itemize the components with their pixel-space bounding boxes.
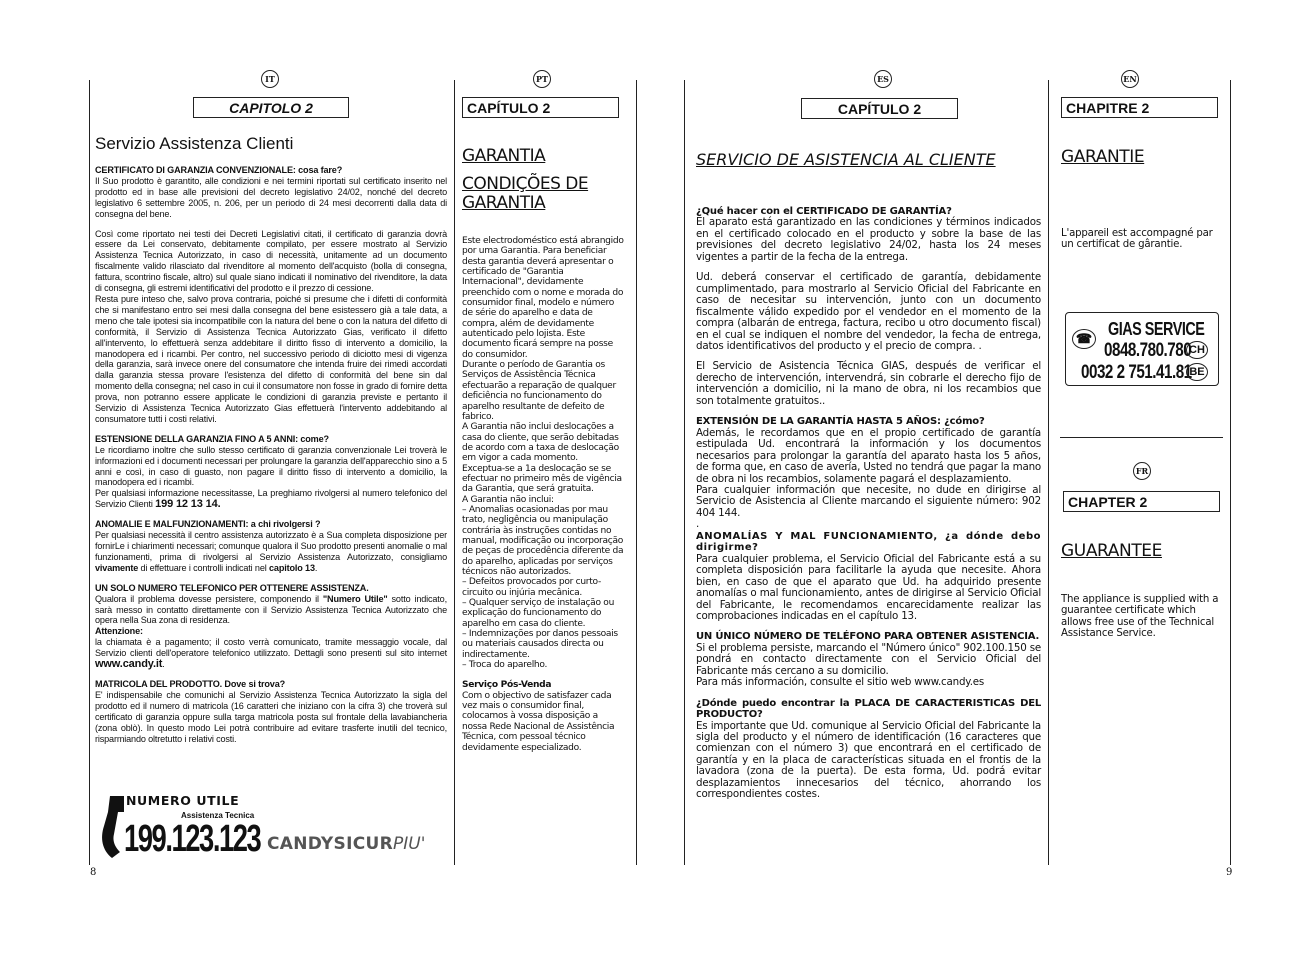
chapter-box-en: CHAPITRE 2 <box>1061 97 1218 118</box>
numero-utile-phone: 199.123.123 <box>124 818 261 860</box>
es-paragraph: Para más información, consulte el sitio web www.candy.es <box>696 676 985 689</box>
it-heading-serial: MATRICOLA DEL PRODOTTO. Dove si trova? <box>95 678 286 689</box>
it-text: sotto indicato, sarà messo in contatto direttamente con il Servizio Assistenza Tecnica Autorizzato che opera nella Sua zona di residenza. <box>95 593 447 626</box>
pt-paragraph: A Garantia não inclui deslocações a casa do cliente, que serão debitadas de acordo com a taxa de deslocação em vigor a cada momento. <box>462 422 619 464</box>
en-body: The appliance is supplied with a guarantee certificate which allows free use of the Technical Assistance Service. <box>1061 594 1219 639</box>
candysicur-brand: CANDYSICUR <box>267 834 393 854</box>
es-paragraph: El Servicio de Asistencia Técnica GIAS, después de verificar el derecho de intervención, intervendrá, sin cobrarle el derecho fijo de intervención a domicilio, ni la mano de obra, ni los recambios que son totalmente gratuitos.. <box>696 360 1041 407</box>
pt-paragraph: Este electrodoméstico está abrangido por uma Garantia. Para beneficiar desta garantia deverá apresentar o certificado de "Garantia Internacional", devidamente preenchido com o nome e morada do consumidor final, modelo e número de série do aparelho e data de compra, além de devidamente autenticado pelo lojista. Este documento ficará sempre na posse do consumidor. <box>462 236 624 360</box>
gias-phone-ch: 0848.780.780 <box>1104 340 1192 361</box>
es-paragraph: Ud. deberá conservar el certificado de garantía, debidamente cumplimentado, para mostrarlo al Servicio Oficial del Fabricante en caso de necesitar su intervención, junto con un documento fiscalmente válido expedido por el vendedor en el momento de la compra (albarán de entrega, factura, recibo u otro documento fiscal) en el cual se indiquen el nombre del vendedor, la fecha de entrega, datos identificativos del producto y el precio de compra. . <box>696 271 1041 352</box>
it-heading-single-number: UN SOLO NUMERO TELEFONICO PER OTTENERE ASSISTENZA. <box>95 582 369 593</box>
it-paragraph: Le ricordiamo inoltre che sullo stesso certificato di garanzia convenzionale Lei troverà le informazioni ed i documenti necessari per prolungare la garanzia dell'apparecchio sino a 5 anni e così, in caso di guasto, non pagare il diritto fisso di intervento a domicilio, la manodopera ed i ricambi. <box>95 444 447 488</box>
it-paragraph: Resta pure inteso che, salvo prova contraria, poiché si presume che i difetti di conformità che si manifestano entro sei mesi dalla consegna del bene esistessero già a tale data, a meno che tale ipotesi sia incompatibile con la natura del bene o con la natura del difetto di conformità, il Servizio di Assistenza Tecnica Autorizzato Gias, verificato il difetto all'intervento, lo effettuerà senza addebitare il diritto fisso di intervento a domicilio, la manodopera ed i ricambi. Per contro, nel successivo periodo di diciotto mesi di vigenza della garanzia, sarà invece onere del consumatore che intenda fruire dei rimedi accordati dalla garanzia stessa provare l'esistenza del difetto di conformità del bene sin dal momento della consegna; nel caso in cui il consumatore non fosse in grado di fornire detta prova, non potranno essere applicate le condizioni di garanzia previste e pertanto il Servizio di Assistenza Tecnica Autorizzato Gias effettuerà l'intervento addebitando al consumatore tutti i costi relativi. <box>95 293 447 424</box>
numero-utile-label: NUMERO UTILE <box>126 793 240 808</box>
it-section-title: Servizio Assistenza Clienti <box>95 134 294 153</box>
es-paragraph: Para cualquier problema, el Servicio Oficial del Fabricante está a su completa disposición para facilitarle la ayuda que necesite. Ahora bien, en caso de que el aparato que Ud. ha adquirido presente anomalías o mal funcionamiento, antes de dirigirse al Servicio Oficial del Fabricante, le recomendamos encarecidamente realizar las comprobaciones indicadas en el capítulo 13. <box>696 552 1041 622</box>
column-rule <box>89 80 90 865</box>
it-text: Qualora il problema dovesse persistere, componendo il <box>95 593 319 604</box>
it-heading-anomalies: ANOMALIE E MALFUNZIONAMENTI: a chi rivolgersi ? <box>95 519 321 530</box>
pt-list-item: – Troca do aparelho. <box>462 660 548 671</box>
pt-body <box>462 236 624 753</box>
language-badge-fr: FR <box>1133 462 1151 480</box>
gias-phone-be: 0032 2 751.41.81 <box>1081 362 1192 383</box>
it-bold-text: vivamente <box>95 562 139 573</box>
pt-paragraph: Durante o período de Garantia os Serviços de Assistência Técnica efectuarão a reparação de qualquer deficiência no funcionamento do aparelho resultante de defeito de fabrico. <box>462 360 616 422</box>
pt-paragraph: Exceptua-se a 1a deslocação se se efectuar no primeiro mês de vigência da Garantia, que será gratuita. <box>462 463 622 495</box>
pt-heading-conditions: CONDIÇÕES DE <box>462 174 589 194</box>
es-heading-certificate: ¿Qué hacer con el CERTIFICADO DE GARANTÍA? <box>696 206 952 217</box>
it-website-link[interactable]: www.candy.it <box>95 658 163 671</box>
telephone-icon: ☎ <box>1072 329 1096 349</box>
es-heading-extension: EXTENSIÓN DE LA GARANTÍA HASTA 5 AÑOS: ¿cómo? <box>696 416 985 428</box>
es-heading-anomalies: ANOMALÍAS Y MAL FUNCIONAMIENTO, ¿a dónde debo dirigirme? <box>696 530 1041 554</box>
section-divider <box>1060 437 1223 438</box>
it-text: Per qualsiasi necessità il centro assistenza autorizzato è a Sua completa disposizione per fornirLe i chiarimenti necessari; comunque qualora il Suo prodotto presenti anomalie o mal funzionamenti, prima di rivolgersi al Servizio Assistenza Autorizzato, consigliamo <box>95 530 447 562</box>
es-paragraph: Si el problema persiste, marcando el "Número único" 902.100.150 se pondrá en contacto directamente con el Servicio Oficial del Fabricante más cercano a su domicilio. <box>696 641 1041 677</box>
it-attention-label: Attenzione: <box>95 626 143 637</box>
it-text: Per qualsiasi informazione necessitasse, La preghiamo rivolgersi al numero telefonico del Servizio Clienti <box>95 488 447 510</box>
country-badge-be: BE <box>1186 363 1208 381</box>
pt-heading-garantia: GARANTIA <box>462 146 546 166</box>
country-badge-ch: CH <box>1186 341 1208 359</box>
it-paragraph <box>95 594 447 627</box>
pt-list-item: – Indemnizações por danos pessoais ou materiais causados directa ou indirectamente. <box>462 629 618 660</box>
assistenza-tecnica-label: Assistenza Tecnica <box>181 811 255 820</box>
column-rule <box>454 80 455 865</box>
candysicur-logo <box>267 834 425 854</box>
es-heading-single-number: UN ÚNICO NÚMERO DE TELÉFONO PARA OBTENER ASISTENCIA. <box>696 631 1040 643</box>
gias-service-title: GIAS SERVICE <box>1108 319 1205 339</box>
pt-list-item: – Defeitos provocados por curto-circuito ou injúria mecânica. <box>462 577 601 598</box>
it-paragraph: E' indispensabile che comunichi al Servizio Assistenza Tecnica Autorizzato la sigla del prodotto ed il numero di matricola (16 caratteri che iniziano con la cifra 3) che troverà sul certificato di garanzia oppure sulla targa matricola posta sul frontale della lavabiancheria (zona oblò). In questo modo Lei potrà contribuire ad evitare trasferte inutili del tecnico, risparmiando oltretutto i relativi costi. <box>95 689 447 744</box>
gias-service-box <box>1065 312 1219 386</box>
fr-heading: GARANTIE <box>1061 147 1145 167</box>
candysicur-suffix: PIU' <box>392 834 426 854</box>
column-rule <box>1048 80 1049 865</box>
en-heading: GUARANTEE <box>1061 541 1162 561</box>
chapter-box-es: CAPÍTULO 2 <box>801 98 958 119</box>
es-paragraph: Además, le recordamos que en el propio certificado de garantía estipulada Ud. encontrará la información y los documentos necesarios para prolongar la garantía del aparato hasta los 5 años, de forma que, en caso de avería, Usted no tendrá que pagar la mano de obra ni los recambios, solamente pagará el desplazamiento. <box>696 426 1041 485</box>
es-heading: SERVICIO DE ASISTENCIA AL CLIENTE <box>696 150 996 169</box>
language-badge-pt: PT <box>533 70 551 88</box>
language-badge-it: IT <box>261 70 279 88</box>
numero-utile-logo <box>98 790 261 862</box>
it-paragraph: Per qualsiasi necessità il centro assistenza autorizzato è a Sua completa disposizione per fornirLe i chiarimenti necessari; comunque qualora il Suo prodotto presenti anomalie o mal funzionamenti, prima di rivolgersi al Servizio Assistenza Autorizzato, consigliamo vivamente di effettuare i controlli indicati nel capitolo 13. <box>95 530 447 573</box>
it-service-number: 199 12 13 14. <box>155 498 221 511</box>
it-paragraph: Così come riportato nei testi dei Decreti Legislativi citati, il certificato di garanzia dovrà essere da Lei conservato, debitamente compilato, per essere mostrato al Servizio Assistenza Tecnica Autorizzato, in caso di necessità, unitamente ad un documento fiscalmente valido rilasciato dal rivenditore al momento dell'acquisto (bolla di consegna, fattura, scontrino fiscale, altro) sul quale siano indicati il nominativo del rivenditore, la data di consegna, gli estremi identificativi del prodotto e il prezzo di cessione. <box>95 228 447 294</box>
fr-body: L'appareil est accompagné par un certificat de gârantie. <box>1061 228 1213 251</box>
chapter-box-it: CAPITOLO 2 <box>193 97 349 118</box>
pt-paragraph: A Garantia não inclui: <box>462 494 554 505</box>
it-bold-text: capitolo 13 <box>269 562 315 573</box>
pt-paragraph: Com o objectivo de satisfazer cada vez mais o consumidor final, colocamos à vossa disposição a nossa Rede Nacional de Assistência Técnica, com pessoal técnico devidamente especializado. <box>462 690 615 753</box>
es-paragraph: Es importante que Ud. comunique al Servicio Oficial del Fabricante la sigla del producto y el número de identificación (16 caracteres que comienzan con el número 3) que encontrará en el certificado de garantía y en la placa de características situada en el frontis de la lavadora (zona de la puerta). De esta forma, Ud. podrá evitar desplazamientos innecesarios del técnico, ahorrando los correspondientes costes. <box>696 719 1041 801</box>
column-rule <box>1230 80 1231 865</box>
it-paragraph: la chiamata è a pagamento; il costo verrà comunicato, tramite messaggio vocale, dal Servizio clienti dell'operatore telefonico utilizzato. Dettagli sono presenti sul sito internet www.candy.it. <box>95 637 447 671</box>
pt-list-item: – Qualquer serviço de instalação ou explicação do funcionamento do aparelho em casa do cliente. <box>462 598 615 629</box>
language-badge-en: EN <box>1121 70 1139 88</box>
it-bold-text: "Numero Utile" <box>322 593 388 604</box>
it-heading-certificate: CERTIFICATO DI GARANZIA CONVENZIONALE: cosa fare? <box>95 165 343 175</box>
es-body <box>696 206 1041 801</box>
it-paragraph <box>95 488 447 510</box>
es-paragraph: El aparato está garantizado en las condiciones y términos indicados en el certificado colocado en el producto y sobre la base de las previsiones del decreto legislativo 24/02, hasta los 24 meses vigentes a partir de la fecha de la entrega. <box>696 216 1041 263</box>
it-text: la chiamata è a pagamento; il costo verrà comunicato, tramite messaggio vocale, dal Servizio clienti dell'operatore telefonico utilizzato. Dettagli sono presenti sul sito internet <box>95 637 447 659</box>
it-body <box>95 165 447 744</box>
es-heading-serial: ¿Dónde puedo encontrar la PLACA DE CARACTERISTICAS DEL PRODUCTO? <box>696 697 1041 721</box>
it-text: di effettuare i controlli indicati nel <box>140 562 267 573</box>
column-rule <box>636 80 637 865</box>
pt-list-item: – Anomalias ocasionadas por mau trato, negligência ou manipulação contrária às instruções contidas no manual, modificação ou incorporação de peças de procedência diferente da do aparelho, aplicadas por serviços técnicos não autorizados. <box>462 504 624 577</box>
es-paragraph: . <box>696 518 700 531</box>
es-paragraph: Para cualquier información que necesite, no dude en dirigirse al Servicio de Asistencia al Cliente marcando el siguiente número: 902 404 144. <box>696 483 1041 519</box>
pt-heading-conditions-2: GARANTIA <box>462 193 546 213</box>
chapter-box-fr: CHAPTER 2 <box>1063 491 1220 512</box>
page-number-right: 9 <box>1226 867 1233 878</box>
it-heading-extension: ESTENSIONE DELLA GARANZIA FINO A 5 ANNI: come? <box>95 433 329 444</box>
pt-service-title: Serviço Pós-Venda <box>462 680 552 691</box>
column-rule <box>684 80 685 865</box>
language-badge-es: ES <box>874 70 892 88</box>
page-number-left: 8 <box>90 867 97 878</box>
it-paragraph: Il Suo prodotto è garantito, alle condizioni e nei termini riportati sul certificato inserito nel prodotto ed in base alle previsioni del decreto legislativo 24/02, nonché del decreto legislativo 6 settembre 2005, n. 206, per un periodo di 24 mesi decorrenti dalla data di consegna del bene. <box>95 175 447 219</box>
chapter-box-pt: CAPÍTULO 2 <box>462 97 619 118</box>
